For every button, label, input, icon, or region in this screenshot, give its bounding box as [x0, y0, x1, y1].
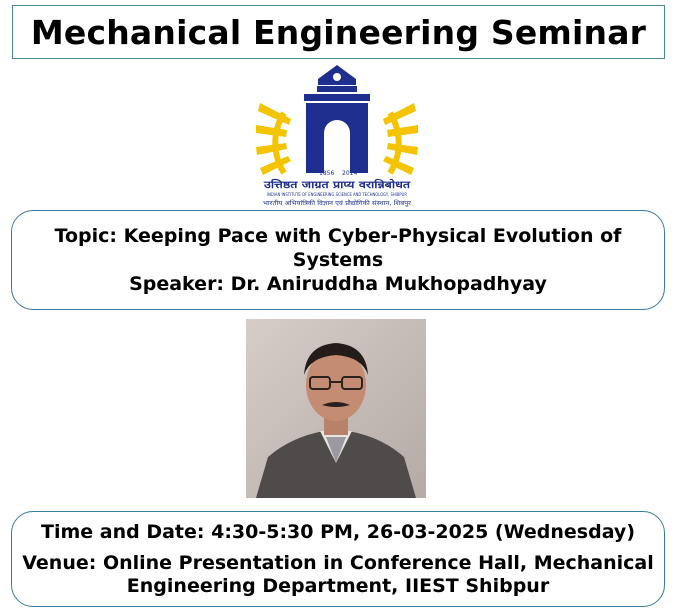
gate-emblem: [304, 65, 370, 173]
topic-speaker-box: [11, 210, 665, 310]
title-box: [12, 5, 665, 59]
speaker-line: Speaker: Dr. Aniruddha Mukhopadhyay: [129, 273, 547, 295]
logo-motto: उत्तिष्ठत जाग्रत प्राप्य वरान्निबोधत: [264, 180, 381, 191]
page-title: Mechanical Engineering Seminar: [30, 12, 647, 52]
speaker-photo: [246, 319, 426, 498]
institute-logo: [256, 63, 418, 211]
time-date-line: Time and Date: 4:30-5:30 PM, 26-03-2025 (Wednesday): [40, 520, 636, 543]
year-left: 1856: [319, 170, 335, 177]
venue-line-2: Engineering Department, IIEST Shibpur: [126, 574, 550, 597]
venue-line-1: Venue: Online Presentation in Conference Hall, Mechanical: [22, 551, 654, 574]
topic-line-2: Systems: [292, 249, 384, 271]
logo-institute-hi: भारतीय अभियांत्रिकी विज्ञान एवं प्रौद्योगिकी संस्थान, शिबपुर: [263, 200, 392, 207]
logo-institute-en: INDIAN INSTITUTE OF ENGINEERING SCIENCE AND TECHNOLOGY, SHIBPUR: [267, 192, 408, 197]
year-right: 2014: [342, 170, 358, 177]
details-box: [11, 511, 665, 607]
topic-line-1: Topic: Keeping Pace with Cyber-Physical Evolution of: [54, 225, 622, 247]
